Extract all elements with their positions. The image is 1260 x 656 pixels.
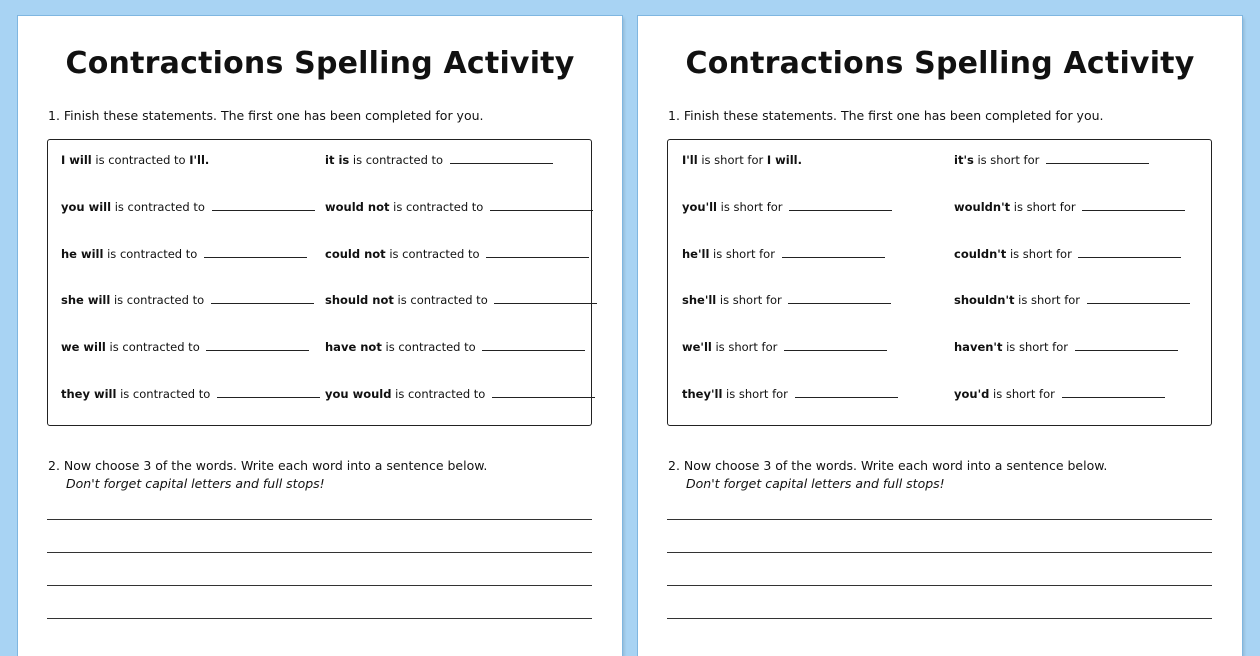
answer-blank[interactable] [217,387,320,398]
statement-item [61,387,320,401]
worksheet-title: Contractions Spelling Activity [65,46,575,81]
statement-word: they'll [682,387,723,401]
statement-word: he will [61,247,104,261]
statement-item [325,387,595,401]
writing-line[interactable] [667,519,1212,520]
statement-word: he'll [682,247,710,261]
statement-phrase: is contracted to [111,200,209,214]
answer-blank[interactable] [1046,153,1149,164]
statement-word: shouldn't [954,293,1015,307]
worksheet-title: Contractions Spelling Activity [685,46,1195,81]
statement-word: you would [325,387,392,401]
answer-blank[interactable] [212,200,315,211]
statement-phrase: is contracted to [381,340,480,354]
statement-item [61,200,315,214]
statement-word: I'll [682,153,698,167]
statement-item [682,340,887,354]
statement-item [954,387,1165,401]
answer-blank[interactable] [788,293,891,304]
statement-phrase: is short for [1006,247,1076,261]
statement-word: they will [61,387,117,401]
worksheet-left [18,16,622,656]
answer-blank[interactable] [450,153,553,164]
answer-blank[interactable] [206,340,309,351]
answer-blank[interactable] [1062,387,1165,398]
statement-phrase: is contracted to [105,340,204,354]
answer-blank[interactable] [490,200,593,211]
statement-item [954,200,1185,214]
statement-word: it's [954,153,974,167]
statement-phrase: is short for [1002,340,1072,354]
statement-phrase: is contracted to [91,153,190,167]
statement-word: have not [325,340,382,354]
statement-phrase: is contracted to [385,247,484,261]
answer-blank[interactable] [211,293,314,304]
statement-word: she will [61,293,111,307]
statement-word: should not [325,293,394,307]
statement-phrase: is contracted to [389,200,487,214]
statement-item [682,247,885,261]
answer-blank[interactable] [482,340,585,351]
statement-word: haven't [954,340,1003,354]
question-2-hint: Don't forget capital letters and full stops! [66,476,325,491]
statement-phrase: is short for [717,200,787,214]
statement-item [325,153,553,167]
statement-phrase: is contracted to [391,387,489,401]
statement-phrase: is contracted to [110,293,208,307]
statement-word: I will [61,153,92,167]
statement-item [682,387,898,401]
writing-line[interactable] [667,552,1212,553]
writing-line[interactable] [47,585,592,586]
answer-blank[interactable] [1087,293,1190,304]
statements-box [667,139,1212,426]
worksheet-right [638,16,1242,656]
statement-answer: I'll. [189,153,210,167]
statement-item [954,340,1178,354]
statement-word: we will [61,340,106,354]
statement-answer: I will. [766,153,802,167]
answer-blank[interactable] [789,200,892,211]
writing-line[interactable] [667,585,1212,586]
answer-blank[interactable] [782,247,885,258]
statement-word: couldn't [954,247,1007,261]
statement-word: she'll [682,293,717,307]
statement-phrase: is short for [1014,293,1084,307]
statement-phrase: is short for [697,153,767,167]
writing-line[interactable] [47,618,592,619]
statement-item [61,293,314,307]
statement-word: wouldn't [954,200,1011,214]
statement-item [61,340,309,354]
writing-line[interactable] [667,618,1212,619]
statement-phrase: is contracted to [349,153,447,167]
statement-word: could not [325,247,386,261]
answer-blank[interactable] [492,387,595,398]
statement-item [325,293,597,307]
answer-blank[interactable] [1082,200,1185,211]
statement-item [954,153,1149,167]
answer-blank[interactable] [204,247,307,258]
statement-word: you will [61,200,112,214]
statement-item [682,200,892,214]
statement-item [325,200,593,214]
answer-blank[interactable] [494,293,597,304]
statement-word: we'll [682,340,712,354]
question-1: 1. Finish these statements. The first one has been completed for you. [668,108,1104,123]
statements-box [47,139,592,426]
question-1: 1. Finish these statements. The first one has been completed for you. [48,108,484,123]
question-2: 2. Now choose 3 of the words. Write each word into a sentence below. [48,458,488,473]
statement-word: you'll [682,200,717,214]
answer-blank[interactable] [784,340,887,351]
statement-phrase: is contracted to [393,293,492,307]
statement-phrase: is short for [973,153,1043,167]
answer-blank[interactable] [1078,247,1181,258]
statement-item [682,153,802,167]
statement-phrase: is contracted to [103,247,201,261]
statement-word: would not [325,200,390,214]
statement-item [954,247,1181,261]
answer-blank[interactable] [486,247,589,258]
statement-phrase: is contracted to [116,387,214,401]
answer-blank[interactable] [1075,340,1178,351]
statement-item [325,340,585,354]
question-2-hint: Don't forget capital letters and full stops! [686,476,945,491]
writing-line[interactable] [47,519,592,520]
statement-word: it is [325,153,350,167]
statement-word: you'd [954,387,990,401]
statement-phrase: is short for [989,387,1059,401]
statement-item [954,293,1190,307]
statement-item [682,293,891,307]
statement-item [325,247,589,261]
statement-phrase: is short for [709,247,779,261]
statement-phrase: is short for [716,293,786,307]
statement-item [61,247,307,261]
question-2: 2. Now choose 3 of the words. Write each word into a sentence below. [668,458,1108,473]
statement-phrase: is short for [722,387,792,401]
statement-phrase: is short for [711,340,782,354]
statement-item [61,153,209,167]
answer-blank[interactable] [795,387,898,398]
statement-phrase: is short for [1010,200,1080,214]
writing-line[interactable] [47,552,592,553]
